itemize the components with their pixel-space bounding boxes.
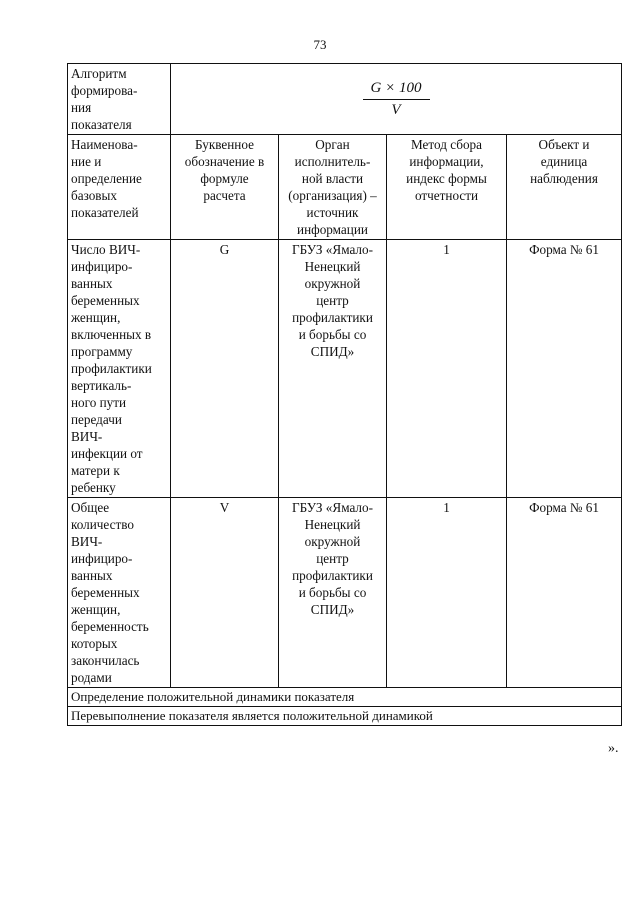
row-object: Форма № 61 (507, 240, 622, 498)
page-number: 73 (313, 37, 327, 52)
formula-denominator: V (391, 101, 401, 118)
row-method: 1 (387, 240, 507, 498)
indicator-table (67, 63, 622, 726)
row-method: 1 (387, 498, 507, 688)
row-letter: G (171, 240, 279, 498)
dynamics-rule: Перевыполнение показателя является положительной динамикой (68, 707, 622, 726)
header-method: Метод сбора информации, индекс формы отчетности (387, 135, 507, 240)
header-organ: Орган исполнитель- ной власти (организация) – источник информации (279, 135, 387, 240)
dynamics-definition-row (68, 688, 622, 707)
formula (363, 80, 430, 119)
table-row (68, 498, 622, 688)
row-organ: ГБУЗ «Ямало- Ненецкий окружной центр профилактики и борьбы со СПИД» (279, 498, 387, 688)
closing-quote-mark: ». (608, 741, 619, 756)
table-row (68, 240, 622, 498)
dynamics-rule-row (68, 707, 622, 726)
formula-numerator: G × 100 (363, 80, 430, 100)
row-name: Число ВИЧ- инфициро- ванных беременных женщин, включенных в программу профилактики вертикаль- ного пути передачи ВИЧ- инфекции от матери к ребенку (68, 240, 171, 498)
formula-cell (171, 64, 622, 135)
row-name: Общее количество ВИЧ- инфициро- ванных беременных женщин, беременность которых закончилась родами (68, 498, 171, 688)
row-object: Форма № 61 (507, 498, 622, 688)
header-name: Наименова- ние и определение базовых показателей (68, 135, 171, 240)
algorithm-label: Алгоритм формирова- ния показателя (68, 64, 171, 135)
row-organ: ГБУЗ «Ямало- Ненецкий окружной центр профилактики и борьбы со СПИД» (279, 240, 387, 498)
header-row (68, 135, 622, 240)
header-object: Объект и единица наблюдения (507, 135, 622, 240)
algorithm-row (68, 64, 622, 135)
header-letter: Буквенное обозначение в формуле расчета (171, 135, 279, 240)
row-letter: V (171, 498, 279, 688)
dynamics-definition: Определение положительной динамики показателя (68, 688, 622, 707)
